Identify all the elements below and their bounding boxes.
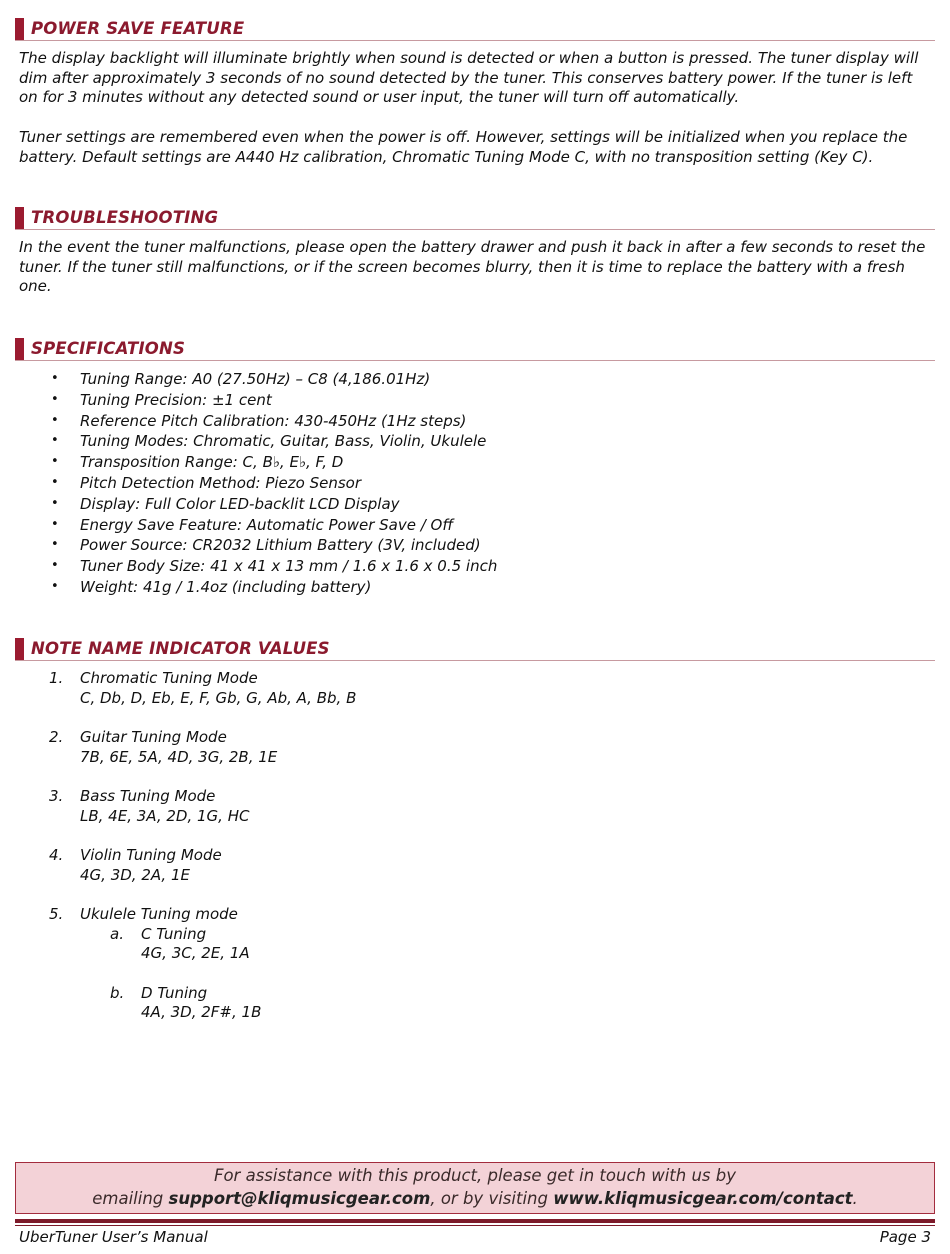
note-names-section: NOTE NAME INDICATOR VALUES 1. Chromatic Tuning Mode C, Db, D, Eb, E, F, Gb, G, Ab, A, Bb, B 2. Guitar Tuning Mode 7B, 6E, 5A, 4D, 3G, 2B, 1E 3. Bass Tuning Mode LB, 4E, 3A, 2D, 1G, HC 4. Violin Tuning Mode 4G, 3D, 2A, 1E 5. Ukulele Tuning mode a. C Tuning 4G, 3C, 2E, 1A b. D Tuning 4A, 3D, 2F#, 1B [15, 638, 935, 661]
section-marker [15, 338, 24, 360]
list-item: • Reference Pitch Calibration: 430-450Hz (1Hz steps) [51, 411, 467, 430]
bullet-icon: • [51, 454, 59, 470]
bullet-icon: • [51, 433, 59, 449]
note-values: 4G, 3C, 2E, 1A [141, 944, 250, 962]
note-values: 4G, 3D, 2A, 1E [80, 865, 190, 884]
list-item: • Pitch Detection Method: Piezo Sensor [51, 473, 362, 492]
list-item: • Transposition Range: C, B♭, E♭, F, D [51, 453, 344, 472]
bullet-icon: • [51, 578, 59, 594]
bullet-icon: • [51, 537, 59, 553]
specifications-list [15, 369, 497, 598]
section-marker [15, 18, 24, 40]
list-item: • Tuning Precision: ±1 cent [51, 390, 272, 409]
note-values: LB, 4E, 3A, 2D, 1G, HC [80, 806, 250, 825]
assistance-line-1: For assistance with this product, please get in touch with us by [213, 1166, 737, 1185]
power-save-section [15, 18, 935, 166]
section-header [15, 18, 935, 41]
section-header [15, 338, 935, 361]
section-title: SPECIFICATIONS [31, 339, 186, 358]
bullet-icon: • [51, 412, 59, 428]
list-item: • Energy Save Feature: Automatic Power Save / Off [51, 515, 454, 534]
bullet-icon: • [51, 495, 59, 511]
power-save-paragraph-1: The display backlight will illuminate brightly when sound is detected or when a button is pressed. The tuner display will dim after approximately 3 seconds of no sound detected by the tuner. This conserves battery power. If the tuner is left on for 3 minutes without any detected sound or user input, the tuner will turn off automatically. [19, 49, 919, 106]
bullet-icon: • [51, 558, 59, 574]
assistance-box [15, 1162, 935, 1214]
list-item: • Weight: 41g / 1.4oz (including battery) [51, 577, 372, 596]
section-header [15, 638, 935, 661]
note-values: 4A, 3D, 2F#, 1B [141, 1003, 262, 1021]
section-title: NOTE NAME INDICATOR VALUES [31, 639, 330, 658]
power-save-paragraph-2: Tuner settings are remembered even when the power is off. However, settings will be initialized when you replace the battery. Default settings are A440 Hz calibration, Chromatic Tuning Mode C, with no transposition setting (Key C). [19, 128, 908, 166]
bullet-icon: • [51, 371, 59, 386]
manual-name: UberTuner User’s Manual [19, 1228, 208, 1246]
page-number: Page 3 [879, 1228, 931, 1246]
section-marker [15, 207, 24, 229]
note-values: 7B, 6E, 5A, 4D, 3G, 2B, 1E [80, 747, 278, 766]
troubleshooting-paragraph: In the event the tuner malfunctions, please open the battery drawer and push it back in after a few seconds to reset the tuner. If the tuner still malfunctions, or if the screen becomes blurry, then it is time to replace the battery with a fresh one. [19, 238, 926, 295]
note-values: C, Db, D, Eb, E, F, Gb, G, Ab, A, Bb, B [80, 688, 357, 707]
section-header [15, 207, 935, 230]
footer-divider-thick [15, 1219, 935, 1223]
list-item: • Power Source: CR2032 Lithium Battery (3V, included) [51, 536, 481, 555]
specifications-section [15, 338, 935, 596]
bullet-icon: • [51, 474, 59, 490]
troubleshooting-section [15, 207, 935, 295]
bullet-icon: • [51, 391, 59, 407]
section-marker [15, 638, 24, 660]
list-item: • Tuner Body Size: 41 x 41 x 13 mm / 1.6 x 1.6 x 0.5 inch [51, 557, 498, 576]
list-item: • Tuning Range: A0 (27.50Hz) – C8 (4,186.01Hz) [51, 370, 431, 388]
section-title: POWER SAVE FEATURE [31, 19, 245, 38]
section-title: TROUBLESHOOTING [31, 208, 219, 227]
footer-divider-thin [15, 1225, 935, 1226]
bullet-icon: • [51, 516, 59, 532]
support-email-link[interactable]: support@kliqmusicgear.com [168, 1189, 431, 1208]
contact-url-link[interactable]: www.kliqmusicgear.com/contact [553, 1189, 853, 1208]
assistance-line-2: emailing support@kliqmusicgear.com, or by visiting www.kliqmusicgear.com/contact. [92, 1189, 858, 1208]
list-item: • Tuning Modes: Chromatic, Guitar, Bass, Violin, Ukulele [51, 432, 487, 451]
list-item: • Display: Full Color LED-backlit LCD Display [51, 494, 400, 513]
